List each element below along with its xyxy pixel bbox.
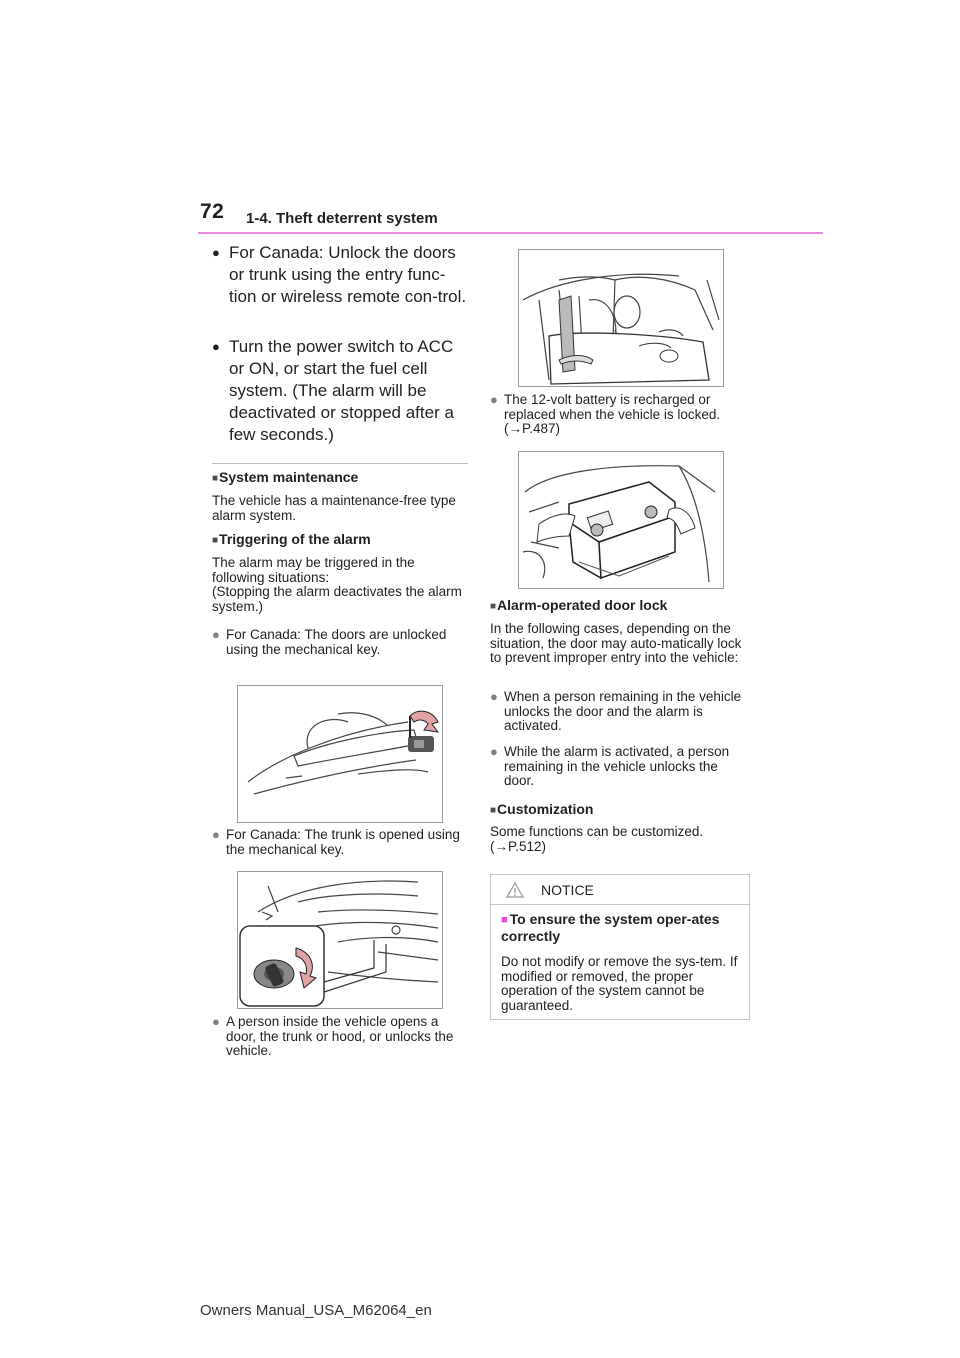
list-item-text: When a person remaining in the vehicle unlocks the door and the alarm is activated.	[504, 689, 742, 733]
notice-subtitle-text: To ensure the system oper-ates correctly	[501, 911, 720, 944]
bullet-icon: ●	[212, 627, 220, 642]
bullet-icon: ●	[212, 339, 220, 354]
list-item-text: While the alarm is activated, a person remaining in the vehicle unlocks the door.	[504, 744, 730, 788]
heading-text: Customization	[497, 801, 594, 817]
heading-text: Alarm-operated door lock	[497, 597, 668, 613]
triggering-heading	[212, 531, 468, 549]
header-rule	[198, 232, 823, 234]
list-item-text: For Canada: The doors are unlocked using the mechanical key.	[226, 627, 447, 657]
battery-drawing	[519, 452, 723, 588]
triggering-note: (Stopping the alarm deactivates the alarm system.)	[212, 584, 462, 614]
list-item	[490, 745, 752, 793]
battery-illustration	[518, 451, 724, 589]
list-item-text: A person inside the vehicle opens a door, the trunk or hood, or unlocks the vehicle.	[226, 1014, 454, 1058]
square-icon: ■	[490, 601, 497, 612]
square-icon: ■	[212, 473, 219, 484]
bullet-icon: ●	[490, 689, 498, 704]
list-item	[490, 393, 752, 441]
warning-icon	[506, 882, 524, 898]
list-item-text: Turn the power switch to ACC or ON, or start the fuel cell system. (The alarm will be deactivated or stopped after a few seconds.)	[229, 337, 454, 444]
square-icon: ■	[501, 914, 508, 926]
list-item	[212, 628, 468, 674]
bullet-icon: ●	[490, 744, 498, 759]
notice-text: Do not modify or remove the sys-tem. If modified or removed, the proper operation of the system cannot be guaranteed.	[501, 954, 738, 1013]
page-number: 72	[200, 200, 225, 223]
heading-text: System maintenance	[219, 469, 359, 485]
notice-subtitle	[501, 911, 741, 944]
door-handle-drawing	[238, 686, 442, 822]
list-item	[212, 828, 468, 860]
bullet-icon: ●	[212, 827, 220, 842]
trunk-drawing	[238, 872, 442, 1008]
footer-text: Owners Manual_USA_M62064_en	[200, 1302, 432, 1319]
rotate-arrow-icon	[410, 711, 438, 732]
notice-header	[491, 875, 749, 905]
system-maintenance-text: The vehicle has a maintenance-free type alarm system.	[212, 493, 456, 523]
trunk-illustration	[237, 871, 443, 1009]
customization-heading	[490, 801, 752, 819]
section-divider	[212, 463, 468, 464]
notice-label: NOTICE	[541, 882, 594, 898]
door-lock-text: In the following cases, depending on the situation, the door may auto-matically lock to prevent improper entry into the vehicle:	[490, 621, 742, 665]
list-item	[212, 336, 472, 448]
list-item	[212, 242, 472, 332]
square-icon: ■	[212, 535, 219, 546]
bullet-icon: ●	[212, 1014, 220, 1029]
list-item-text: The 12-volt battery is recharged or replaced when the vehicle is locked. (→P.487)	[504, 392, 721, 436]
door-handle-illustration	[237, 685, 443, 823]
notice-box	[490, 874, 750, 1020]
driver-drawing	[519, 250, 723, 386]
list-item-text: For Canada: The trunk is opened using the mechanical key.	[226, 827, 460, 857]
system-maintenance-heading	[212, 469, 468, 487]
section-title: 1-4. Theft deterrent system	[246, 210, 438, 227]
square-icon: ■	[490, 805, 497, 816]
customization-text: Some functions can be customized. (→P.512)	[490, 824, 704, 854]
driver-in-vehicle-illustration	[518, 249, 724, 387]
list-item	[212, 1015, 468, 1063]
triggering-text: The alarm may be triggered in the following situations:	[212, 555, 415, 585]
bullet-icon: ●	[212, 245, 220, 260]
bullet-icon: ●	[490, 392, 498, 407]
heading-text: Triggering of the alarm	[219, 531, 371, 547]
list-item	[490, 690, 752, 738]
door-lock-heading	[490, 597, 752, 615]
list-item-text: For Canada: Unlock the doors or trunk using the entry func-tion or wireless remote con-trol.	[229, 243, 467, 306]
